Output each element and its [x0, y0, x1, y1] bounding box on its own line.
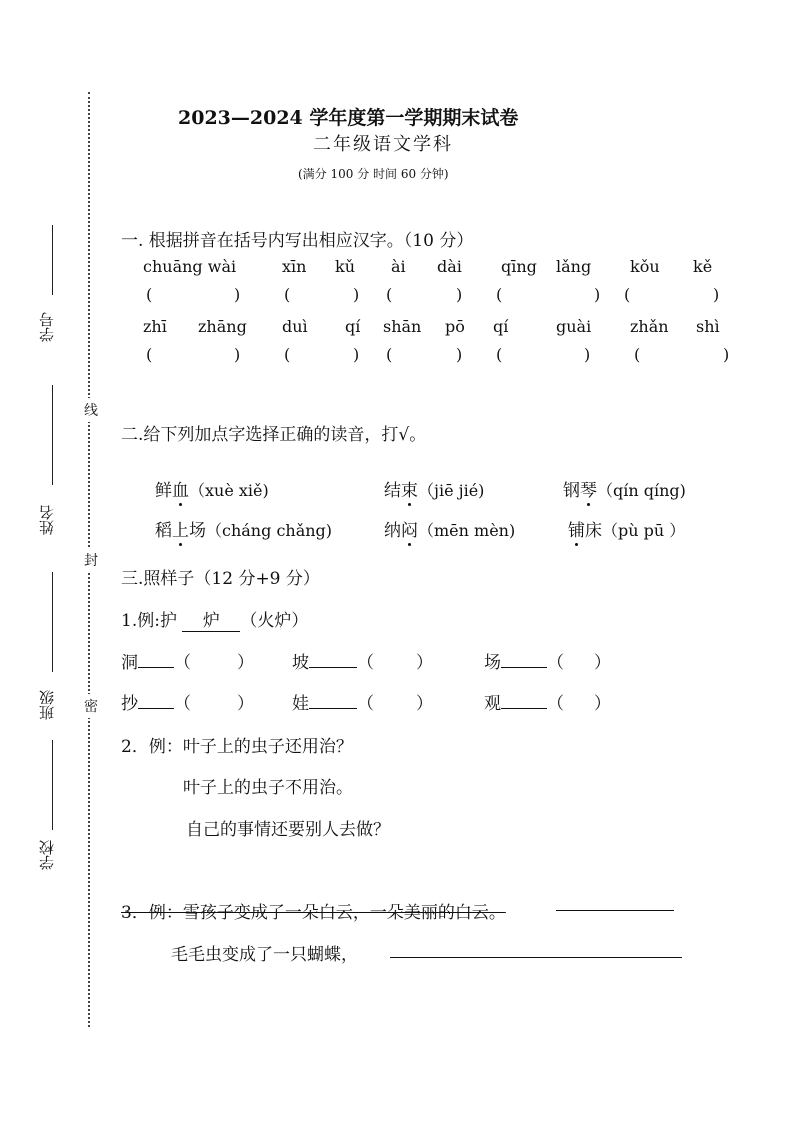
- paren-open: (: [624, 285, 631, 304]
- paren-close: ): [234, 345, 241, 364]
- paren-open: (: [284, 345, 291, 364]
- paren-open: (: [146, 345, 153, 364]
- exam-subtitle: 二年级语文学科: [313, 134, 453, 155]
- q2-options: （cháng chǎng): [206, 521, 333, 540]
- paren-close: ): [353, 345, 360, 364]
- q3-close: ）: [416, 694, 433, 714]
- answer-blank[interactable]: [309, 667, 357, 668]
- q3-char: 娃: [292, 694, 309, 714]
- q3-char-row: [484, 689, 611, 714]
- answer-blank[interactable]: [501, 708, 547, 709]
- q2-dotted-char: 血: [172, 481, 189, 501]
- q3-char-row: [121, 648, 254, 673]
- name-line: [52, 385, 53, 485]
- name-label: 姓名: [38, 505, 56, 535]
- pinyin: zhāng: [198, 317, 247, 336]
- student-id-label: 学号: [38, 312, 56, 342]
- student-id-line: [52, 225, 53, 295]
- q3-char: 抄: [121, 694, 138, 714]
- q3-open: （: [174, 653, 191, 673]
- q2-dotted-char: 铺: [568, 521, 585, 541]
- q2-item: [155, 476, 269, 501]
- q3-char-row: [292, 648, 433, 673]
- q3-sub3-example: 3．例：雪孩子变成了一朵白云，一朵美丽的白云。: [121, 903, 506, 923]
- q2-item: [384, 516, 515, 541]
- q2-options: （xuè xiě): [189, 481, 269, 500]
- paren-open: (: [386, 345, 393, 364]
- paren-close: ): [456, 285, 463, 304]
- q2-options: （jiē jié): [418, 481, 485, 500]
- pinyin: pō: [445, 317, 465, 336]
- q2-item-pre: 鲜: [155, 481, 172, 501]
- q3-char: 洞: [121, 653, 138, 673]
- q3-char-row: [484, 648, 611, 673]
- q2-item-pre: 稻: [155, 521, 172, 541]
- q3-sub3-answer-line[interactable]: [390, 957, 682, 958]
- paren-close: ): [594, 285, 601, 304]
- pinyin: qīng: [501, 257, 537, 276]
- q2-dotted-char: 闷: [401, 521, 418, 541]
- pinyin: qí: [345, 317, 361, 336]
- q3-char-row: [292, 689, 433, 714]
- pinyin: kǒu: [630, 257, 660, 276]
- q3-sub3-example-line: [556, 910, 674, 911]
- pinyin: ài: [391, 257, 406, 276]
- seal-char-seal: 封: [84, 548, 98, 572]
- q3-char: 观: [484, 694, 501, 714]
- q3-open: （: [547, 653, 564, 673]
- pinyin: qí: [493, 317, 509, 336]
- pinyin: chuāng wài: [143, 257, 237, 276]
- q3-open: （: [357, 653, 374, 673]
- pinyin: guài: [556, 317, 592, 336]
- q2-dotted-char: 上: [172, 521, 189, 541]
- class-line: [52, 572, 53, 672]
- answer-blank[interactable]: [501, 667, 547, 668]
- paren-close: ): [723, 345, 730, 364]
- school-label: 学校: [38, 840, 56, 870]
- paren-open: (: [634, 345, 641, 364]
- paren-close: ): [234, 285, 241, 304]
- q2-item: [155, 516, 332, 541]
- q2-item-pre: 结: [384, 481, 401, 501]
- q2-heading: 二.给下列加点字选择正确的读音，打√。: [121, 425, 427, 445]
- paren-open: (: [386, 285, 393, 304]
- q3-close: ）: [416, 653, 433, 673]
- pinyin: xīn: [282, 257, 307, 276]
- paren-close: ): [353, 285, 360, 304]
- seal-char-line: 线: [84, 398, 98, 422]
- paren-open: (: [496, 345, 503, 364]
- pinyin: kě: [693, 257, 713, 276]
- q3-close: ）: [237, 694, 254, 714]
- pinyin: dài: [437, 257, 462, 276]
- q3-sub2-answer: 叶子上的虫子不用治。: [183, 778, 353, 798]
- q3-close: ）: [594, 653, 611, 673]
- q3-sub3-question: 毛毛虫变成了一只蝴蝶，: [171, 945, 358, 965]
- q3-open: （: [547, 694, 564, 714]
- pinyin: kǔ: [335, 257, 355, 276]
- school-line: [52, 740, 53, 830]
- q2-item-post: 场: [189, 521, 206, 541]
- pinyin: zhī: [143, 317, 167, 336]
- exam-title: 2023—2024 学年度第一学期期末试卷: [178, 107, 519, 129]
- q3-sub1-answer-blank: [182, 606, 240, 632]
- q3-close: ）: [594, 694, 611, 714]
- q2-options: （pù pū ）: [602, 521, 686, 540]
- q3-char-row: [121, 689, 254, 714]
- pinyin: lǎng: [556, 257, 592, 276]
- q3-sub1-prefix: 1.例:护: [121, 611, 177, 631]
- q3-sub2-question: 自己的事情还要别人去做？: [186, 820, 390, 840]
- q2-dotted-char: 束: [401, 481, 418, 501]
- q2-options: （qín qíng): [597, 481, 686, 500]
- q1-heading: 一. 根据拼音在括号内写出相应汉字。（10 分）: [121, 231, 474, 251]
- answer-blank[interactable]: [138, 667, 174, 668]
- paren-open: (: [284, 285, 291, 304]
- paren-open: (: [496, 285, 503, 304]
- q2-item-pre: 钢: [563, 481, 580, 501]
- q3-close: ）: [237, 653, 254, 673]
- q2-options: （mēn mèn): [418, 521, 516, 540]
- paren-close: ): [713, 285, 720, 304]
- q2-item: [563, 476, 686, 501]
- answer-blank[interactable]: [138, 708, 174, 709]
- q3-sub2-example: 2．例：叶子上的虫子还用治？: [121, 737, 353, 757]
- q3-sub1-suffix: （火炉）: [240, 611, 309, 631]
- pinyin: shān: [383, 317, 422, 336]
- q3-open: （: [174, 694, 191, 714]
- paren-close: ): [456, 345, 463, 364]
- q2-item: [568, 516, 685, 541]
- class-label: 班级: [38, 690, 56, 720]
- q3-heading: 三.照样子（12 分+9 分）: [121, 569, 320, 589]
- pinyin: zhǎn: [630, 317, 669, 336]
- q3-char: 坡: [292, 653, 309, 673]
- q3-sub1-answer: 炉: [202, 611, 220, 631]
- seal-char-secret: 密: [84, 694, 98, 718]
- q3-open: （: [357, 694, 374, 714]
- paren-open: (: [146, 285, 153, 304]
- q3-sub1-example: [121, 606, 308, 632]
- q2-dotted-char: 琴: [580, 481, 597, 501]
- q2-item: [384, 476, 484, 501]
- exam-note: (满分 100 分 时间 60 分钟): [298, 167, 449, 181]
- q2-item-post: 床: [585, 521, 602, 541]
- answer-blank[interactable]: [309, 708, 357, 709]
- pinyin: duì: [282, 317, 308, 336]
- q3-char: 场: [484, 653, 501, 673]
- q2-item-pre: 纳: [384, 521, 401, 541]
- paren-close: ): [584, 345, 591, 364]
- pinyin: shì: [696, 317, 720, 336]
